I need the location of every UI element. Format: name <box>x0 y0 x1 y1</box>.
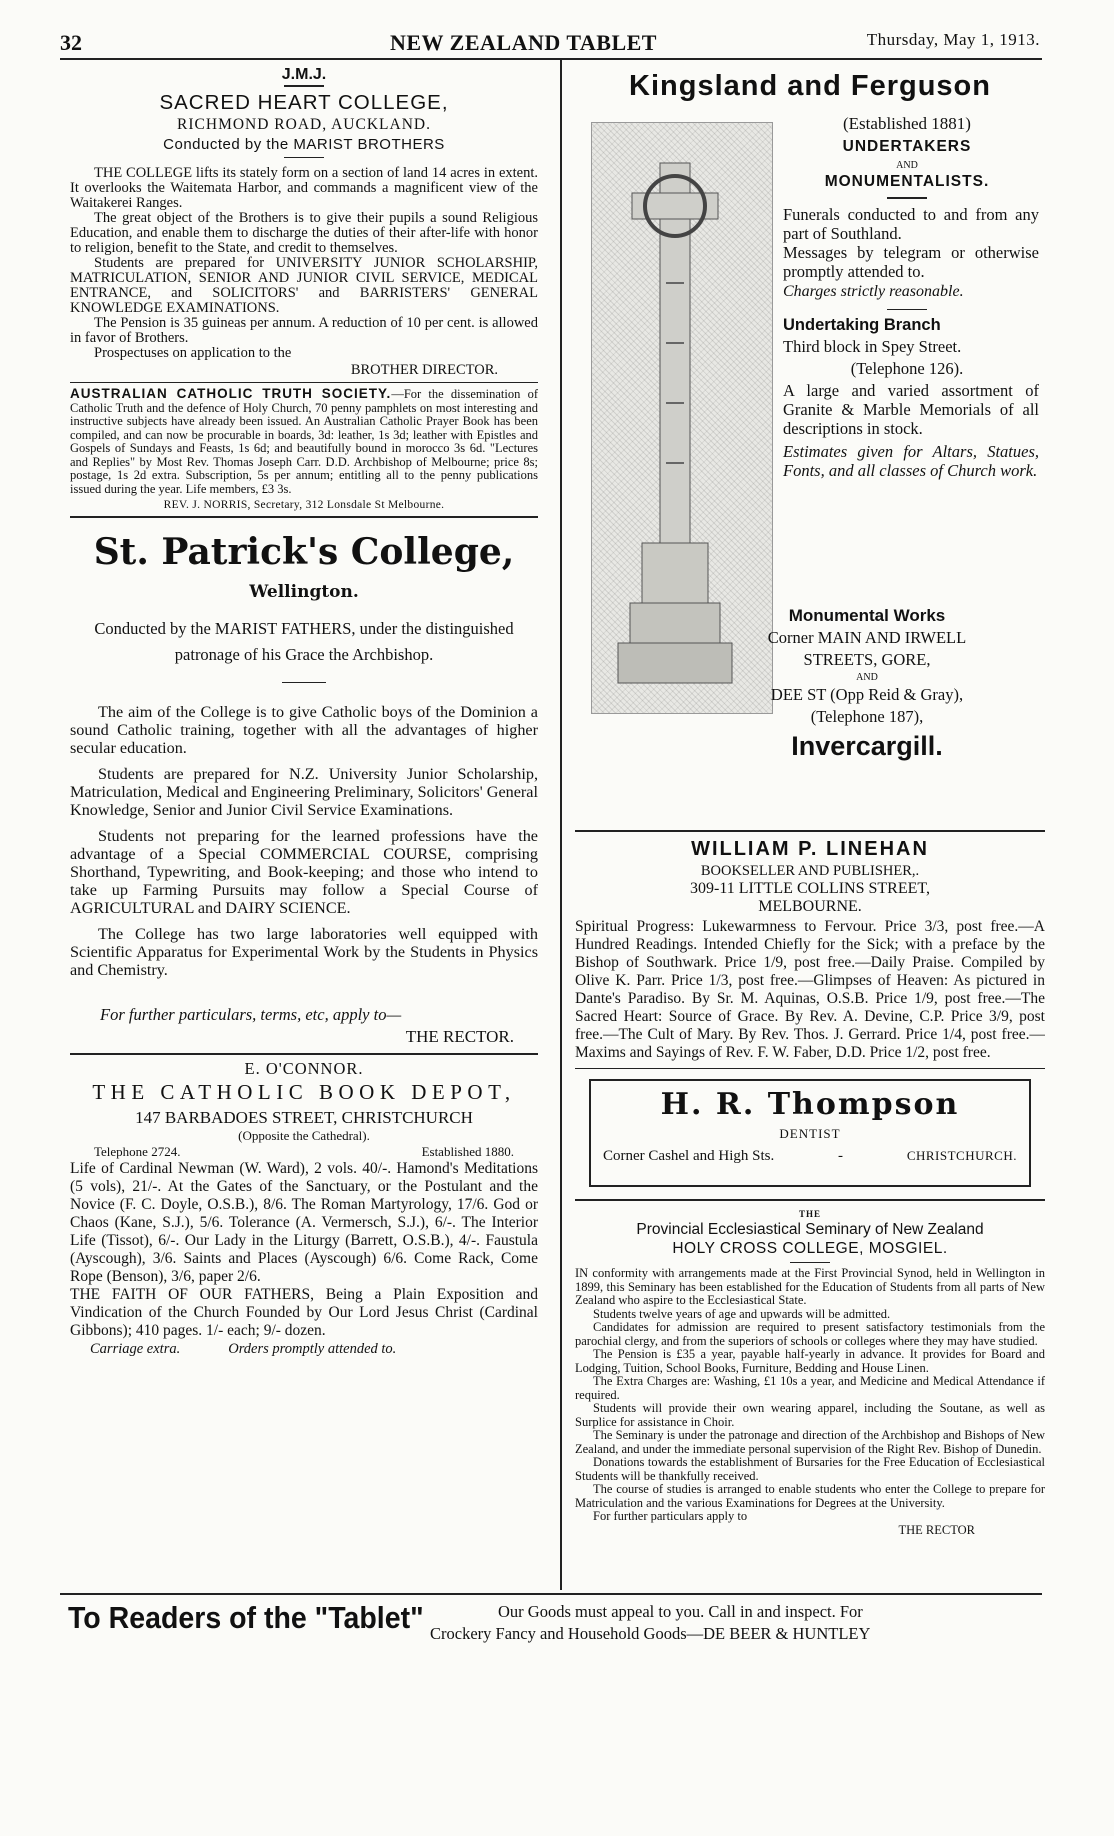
short-rule <box>887 197 927 199</box>
college-para: The Pension is 35 guineas per annum. A reduction of 10 per cent. is allowed in favor of Brothers. <box>70 315 538 346</box>
linehan-ad <box>575 838 1045 1062</box>
book-depot-ad <box>70 1059 538 1358</box>
page-header <box>60 30 1040 56</box>
footer-line2: Crockery Fancy and Household Goods—DE BEER & HUNTLEY <box>430 1624 871 1643</box>
depot-established: Established 1880. <box>421 1143 514 1159</box>
sacred-heart-ad <box>70 66 538 378</box>
jmj-mark: J.M.J. <box>281 66 327 83</box>
depot-carriage: Carriage extra. <box>90 1340 181 1357</box>
st-patricks-sign: THE RECTOR. <box>405 1027 514 1046</box>
depot-orders: Orders promptly attended to. <box>228 1340 397 1357</box>
section-rule <box>575 1068 1045 1070</box>
footer-rule <box>60 1593 1042 1595</box>
section-rule <box>70 516 538 518</box>
depot-contact-row <box>70 1144 538 1160</box>
st-patricks-para: Students not preparing for the learned professions have the advantage of a Special COMMERCIAL COURSE, comprising Shorthand, Typewriting, and Book-keeping; and those who intend to take up Farming Pursuits may follow a Special Course of AGRICULTURAL and DAIRY SCIENCE. <box>70 827 538 917</box>
footer-title: To Readers of the "Tablet" <box>68 1600 424 1635</box>
dentist-address-row <box>599 1148 1021 1165</box>
college-para: The great object of the Brothers is to give their pupils a sound Religious Education, and enable them to discharge the duties of their after-life with honor to religion, benefit to the State, and credit to themselves. <box>70 210 538 256</box>
short-rule <box>282 682 326 684</box>
seminary-ad <box>575 1209 1045 1538</box>
kingsland-estimates: Estimates given for Altars, Statues, Fonts, and all classes of Church work. <box>783 442 1039 480</box>
seminary-para: Students will provide their own wearing apparel, including the Soutane, as well as Surplice for assistance in Choir. <box>575 1401 1045 1429</box>
seminary-para: Students twelve years of age and upwards will be admitted. <box>593 1306 891 1321</box>
kingsland-funerals: Funerals conducted to and from any part of Southland. <box>783 204 1039 243</box>
st-patricks-para: Students are prepared for N.Z. University Junior Scholarship, Matriculation, Medical and Engineering Preliminary, Solicitors' General Knowledge, Senior and Junior Civil Service Examinations. <box>70 765 538 819</box>
dentist-dash: - <box>838 1148 844 1164</box>
st-patricks-further: For further particulars, terms, etc, apply to— <box>100 1005 402 1024</box>
seminary-para: The course of studies is arranged to enable students who enter the College to prepare for Matriculation and the various Examinations for Degrees at the University. <box>575 1482 1045 1510</box>
footer-line1: Our Goods must appeal to you. Call in and inspect. For <box>498 1602 863 1621</box>
depot-title: THE CATHOLIC BOOK DEPOT, <box>92 1079 516 1104</box>
page-number: 32 <box>60 30 82 55</box>
linehan-role: BOOKSELLER AND PUBLISHER,. <box>700 862 920 879</box>
seminary-subtitle: HOLY CROSS COLLEGE, MOSGIEL. <box>672 1239 948 1257</box>
works-tel: (Telephone 187), <box>810 707 924 726</box>
works-addr2: STREETS, GORE, <box>803 650 931 669</box>
kingsland-established: (Established 1881) <box>843 114 971 133</box>
linehan-body: Spiritual Progress: Lukewarmness to Fervour. Price 3/3, post free.—A Hundred Readings. Intended Chiefly for the Sick; with a preface by the Bishop of Southwark. Price 1/9, post free.—Daily Praise. Compiled by Olive K. Parr. Price 1/3, post free.—Glimpses of Heaven: As pictured in Dante's Paradiso. By Sr. M. Aquinas, O.S.B. Price 1/9, post free.—The Sacred Heart: Source of Grace. By Rev. A. Devine, C.P. Price 3/9, post free.—The Cult of Mary. By Rev. Thos. J. Gerrard. Price 1/4, post free.—Maxims and Sayings of Rev. F. W. Faber, D.D. Price 1/2, post free. <box>575 917 1045 1061</box>
kingsland-messages: Messages by telegram or otherwise promptly attended to. <box>783 242 1039 281</box>
seminary-para: IN conformity with arrangements made at the First Provincial Synod, held in Wellington in 1899, this Seminary has been established for the Education of Students from all parts of New Zealand who aspire to the Ecclesiastical State. <box>575 1266 1045 1307</box>
kingsland-title: Kingsland and Ferguson <box>629 70 991 102</box>
column-divider <box>560 60 562 1590</box>
section-rule <box>70 1053 538 1055</box>
section-rule <box>575 830 1045 832</box>
st-patricks-place: Wellington. <box>249 581 359 602</box>
seminary-para: For further particulars apply to <box>593 1509 748 1523</box>
depot-owner: E. O'CONNOR. <box>244 1058 364 1078</box>
dentist-address: Corner Cashel and High Sts. <box>603 1148 775 1164</box>
depot-footer-row <box>70 1341 538 1358</box>
short-rule <box>887 309 927 311</box>
acts-body: —For the dissemination of Catholic Truth and the defence of Holy Church, 70 penny pamphlets on most interesting and instructive subjects have already been issued. An Australian Catholic Prayer Book has been compiled, and can now be procurable in boards, 3d: leather, 1s 3d; leather with Epistles and Gospels of Sundays and Feasts, 1s 6d; and beautifully bound in morocco 3s 6d. "Lectures and Replies" by Most Rev. Thomas Joseph Carr. D.D. Archbishop of Melbourne; price 8s; postage, 1s 2d extra. Subscription, 5s per annum; entitling all to the penny publications issued during the year. Life members, £3 3s. <box>70 387 538 496</box>
dentist-role: DENTIST <box>779 1126 841 1141</box>
college-conducted: Conducted by the MARIST BROTHERS <box>163 135 445 153</box>
depot-opposite: (Opposite the Cathedral). <box>238 1127 370 1143</box>
works-addr3: DEE ST (Opp Reid & Gray), <box>770 685 964 704</box>
works-title: Monumental Works <box>788 606 946 625</box>
header-rule <box>60 58 1042 60</box>
seminary-para: Donations towards the establishment of Bursaries for the Free Education of Ecclesiastical Students will be thankfully received. <box>575 1455 1045 1483</box>
college-title: SACRED HEART COLLEGE, <box>159 90 449 114</box>
st-patricks-intro: Conducted by the MARIST FATHERS, under the distinguished patronage of his Grace the Archbishop. <box>94 618 514 664</box>
college-address: RICHMOND ROAD, AUCKLAND. <box>177 115 431 133</box>
college-para: THE COLLEGE lifts its stately form on a section of land 14 acres in extent. It overlooks the Waitemata Harbor, and commands a magnificent view of the Waitakerei Ranges. <box>70 165 538 211</box>
kingsland-assortment: A large and varied assortment of Granite & Marble Memorials of all descriptions in stock. <box>783 381 1039 438</box>
works-city: Invercargill. <box>791 731 943 761</box>
linehan-address: 309-11 LITTLE COLLINS STREET, <box>690 879 930 897</box>
linehan-city: MELBOURNE. <box>758 897 862 915</box>
college-para: Students are prepared for UNIVERSITY JUNIOR SCHOLARSHIP, MATRICULATION, SENIOR AND JUNIOR CIVIL SERVICE, MEDICAL ENTRANCE, and SOLICITORS' and BARRISTERS' GENERAL KNOWLEDGE EXAMINATIONS. <box>70 255 538 316</box>
st-patricks-ad <box>70 532 538 1048</box>
st-patricks-para: The aim of the College is to give Catholic boys of the Dominion a sound Catholic training, together with all the advantages of higher secular education. <box>70 703 538 757</box>
section-rule <box>70 382 538 383</box>
kingsland-charges: Charges strictly reasonable. <box>783 282 964 300</box>
short-rule <box>284 157 324 159</box>
kingsland-ad <box>575 70 1045 830</box>
kingsland-branch-title: Undertaking Branch <box>783 316 941 334</box>
newspaper-title: NEW ZEALAND TABLET <box>390 30 657 55</box>
kingsland-branch-addr: Third block in Spey Street. <box>783 337 962 356</box>
seminary-para: The Seminary is under the patronage and direction of the Archbishop and Bishops of New Zealand, and under the immediate personal supervision of the Right Rev. Bishop of Dunedin. <box>575 1428 1045 1456</box>
st-patricks-title: St. Patrick's College, <box>93 530 515 573</box>
short-rule <box>284 85 324 87</box>
acts-ad <box>70 387 538 511</box>
kingsland-and: AND <box>896 160 918 171</box>
college-sign: BROTHER DIRECTOR. <box>350 362 498 378</box>
seminary-para: The Pension is £35 a year, payable half-yearly in advance. It provides for Board and Lodging, Tuition, School Books, Furniture, Bedding and House Linen. <box>575 1347 1045 1375</box>
kingsland-works <box>695 606 1039 762</box>
depot-telephone: Telephone 2724. <box>94 1143 181 1159</box>
seminary-title: Provincial Ecclesiastical Seminary of New Zealand <box>636 1220 984 1238</box>
st-patricks-para: The College has two large laboratories well equipped with Scientific Apparatus for Experimental Work by the Students in Physics and Chemistry. <box>70 925 538 979</box>
kingsland-undertakers: UNDERTAKERS <box>842 138 972 155</box>
depot-address: 147 BARBADOES STREET, CHRISTCHURCH <box>135 1107 473 1127</box>
works-addr1: Corner MAIN AND IRWELL <box>767 628 967 647</box>
left-column <box>70 62 538 1592</box>
depot-faith: THE FAITH OF OUR FATHERS, Being a Plain Exposition and Vindication of the Church Founded by Our Lord Jesus Christ (Cardinal Gibbons); 410 pages. 1/- each; 9/- dozen. <box>70 1285 538 1339</box>
dentist-ad <box>589 1079 1031 1187</box>
short-rule <box>790 1262 830 1264</box>
kingsland-monumentalists: MONUMENTALISTS. <box>824 173 990 190</box>
seminary-the: THE <box>798 1208 821 1219</box>
acts-title: AUSTRALIAN CATHOLIC TRUTH SOCIETY. <box>70 386 392 401</box>
works-and: AND <box>856 672 878 683</box>
seminary-para: The Extra Charges are: Washing, £1 10s a year, and Medicine and Medical Attendance if required. <box>575 1374 1045 1402</box>
acts-sign: REV. J. NORRIS, Secretary, 312 Lonsdale St Melbourne. <box>163 499 445 511</box>
issue-date: Thursday, May 1, 1913. <box>866 30 1040 49</box>
section-rule <box>575 1199 1045 1201</box>
footer-ad <box>68 1600 1048 1660</box>
kingsland-branch-tel: (Telephone 126). <box>850 359 964 378</box>
seminary-sign: THE RECTOR <box>898 1522 975 1537</box>
seminary-para: Candidates for admission are required to present satisfactory testimonials from the parochial clergy, and from the superiors of schools or colleges where they may have studied. <box>575 1320 1045 1348</box>
dentist-city: CHRISTCHURCH. <box>906 1148 1017 1163</box>
depot-body: Life of Cardinal Newman (W. Ward), 2 vols. 40/-. Hamond's Meditations (5 vols), 21/-. At the Gates of the Sanctuary, or the Postulant and the Novice (F. C. Doyle, O.S.B.), 8/6. The Roman Martyrology, 17/6. God or Chaos (Kane, S.J.), 5/6. Tolerance (A. Vermersch, S.J.), 6/-. The Interior Life (Tissot), 6/-. Our Lady in the Liturgy (Barrett, O.S.B.), 4/-. Faustula (Ayscough), 3/6. Saints and Places (Ayscough) 6/6. Come Rack, Come Rope (Benson), 3/6, paper 2/6. <box>70 1159 538 1285</box>
linehan-name: WILLIAM P. LINEHAN <box>691 837 929 860</box>
right-column <box>575 62 1045 1592</box>
college-para: Prospectuses on application to the <box>94 345 292 361</box>
kingsland-text <box>775 114 1039 480</box>
dentist-name: H. R. Thompson <box>660 1087 960 1122</box>
